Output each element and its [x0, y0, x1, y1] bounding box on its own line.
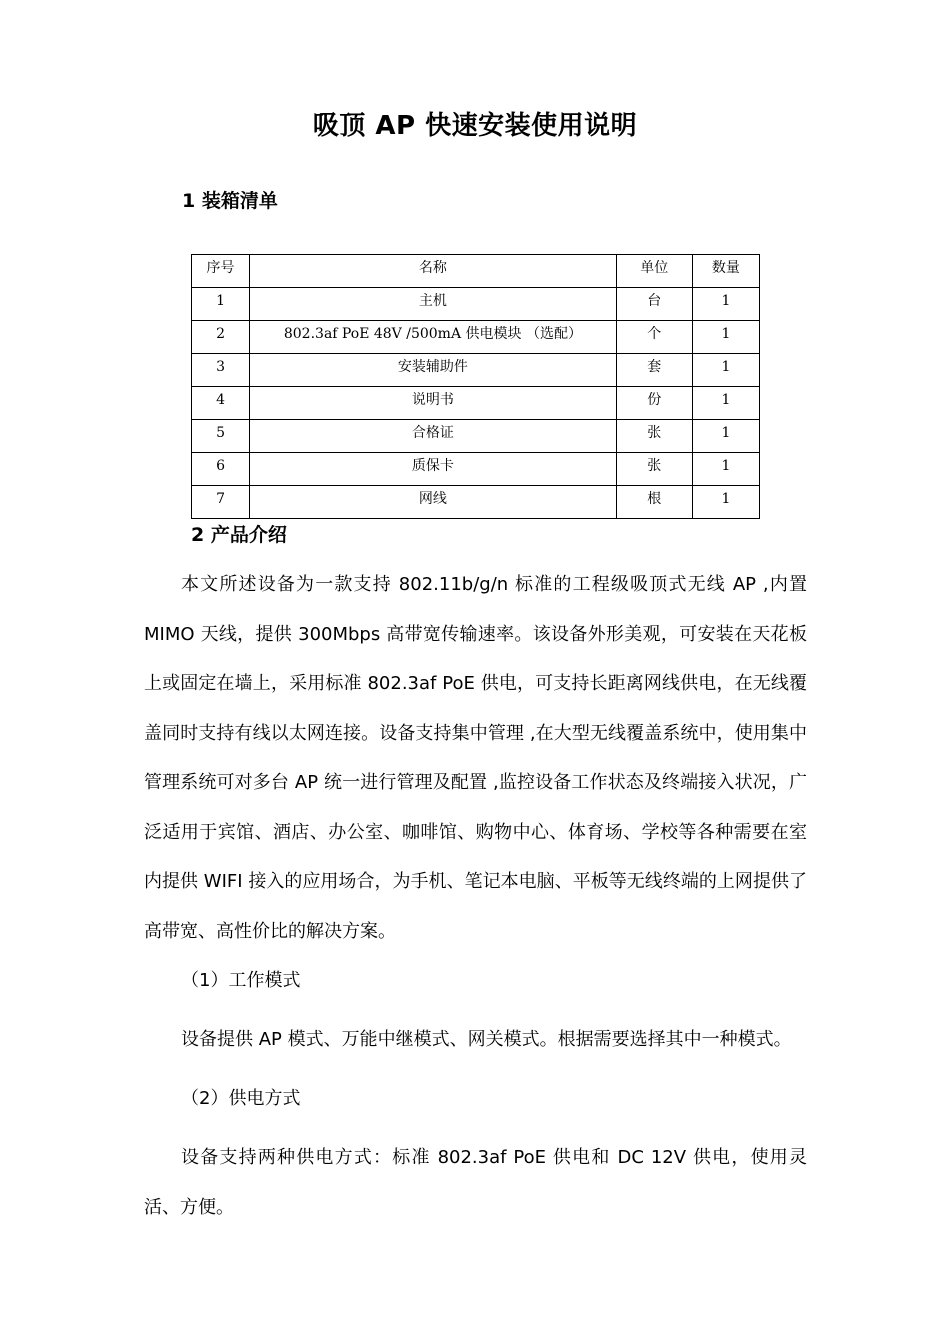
table-row: [192, 354, 760, 387]
subsection-title-power-supply: （2）供电方式: [181, 1088, 301, 1109]
cell-index: 7: [192, 486, 250, 519]
cell-index: 6: [192, 453, 250, 486]
cell-quantity: 1: [692, 288, 759, 321]
document-title: 吸顶 AP 快速安装使用说明: [312, 111, 638, 141]
cell-unit: 张: [616, 420, 692, 453]
cell-name: 网线: [250, 486, 617, 519]
cell-unit: 台: [616, 288, 692, 321]
cell-index: 2: [192, 321, 250, 354]
cell-unit: 套: [616, 354, 692, 387]
cell-quantity: 1: [692, 387, 759, 420]
cell-unit: 个: [616, 321, 692, 354]
table-row: [192, 486, 760, 519]
work-mode-paragraph: 设备提供 AP 模式、万能中继模式、网关模式。根据需要选择其中一种模式。: [181, 1029, 792, 1050]
column-header-index: 序号: [192, 255, 250, 288]
cell-name: 802.3af PoE 48V /500mA 供电模块 （选配）: [250, 321, 617, 354]
section-heading-product-intro: 2 产品介绍: [191, 524, 287, 546]
cell-name: 主机: [250, 288, 617, 321]
column-header-quantity: 数量: [692, 255, 759, 288]
cell-name: 合格证: [250, 420, 617, 453]
cell-index: 4: [192, 387, 250, 420]
cell-index: 3: [192, 354, 250, 387]
table-row: [192, 321, 760, 354]
cell-quantity: 1: [692, 486, 759, 519]
table-row: [192, 288, 760, 321]
cell-unit: 张: [616, 453, 692, 486]
cell-unit: 根: [616, 486, 692, 519]
cell-name: 安装辅助件: [250, 354, 617, 387]
product-intro-paragraph: 本文所述设备为一款支持 802.11b/g/n 标准的工程级吸顶式无线 AP ,内置 MIMO 天线，提供 300Mbps 高带宽传输速率。该设备外形美观，可安装在天花板上或固定在墙上，采用标准 802.3af PoE 供电，可支持长距离网线供电，在无线覆盖同时支持有线以太网连接。设备支持集中管理 ,在大型无线覆盖系统中，使用集中管理系统可对多台 AP 统一进行管理及配置 ,监控设备工作状态及终端接入状况，广泛适用于宾馆、酒店、办公室、咖啡馆、购物中心、体育场、学校等各种需要在室内提供 WIFI 接入的应用场合，为手机、笔记本电脑、平板等无线终端的上网提供了高带宽、高性价比的解决方案。: [144, 574, 807, 942]
table-header-row: [192, 255, 760, 288]
cell-name: 质保卡: [250, 453, 617, 486]
table-row: [192, 387, 760, 420]
cell-unit: 份: [616, 387, 692, 420]
cell-quantity: 1: [692, 453, 759, 486]
column-header-name: 名称: [250, 255, 617, 288]
cell-index: 1: [192, 288, 250, 321]
subsection-title-work-mode: （1）工作模式: [181, 970, 301, 991]
column-header-unit: 单位: [616, 255, 692, 288]
packing-list-table: [191, 254, 760, 519]
power-supply-paragraph: 设备支持两种供电方式：标准 802.3af PoE 供电和 DC 12V 供电，使用灵活、方便。: [144, 1147, 807, 1218]
cell-name: 说明书: [250, 387, 617, 420]
section-heading-packing-list: 1 装箱清单: [182, 190, 278, 212]
table-row: [192, 453, 760, 486]
table-row: [192, 420, 760, 453]
cell-quantity: 1: [692, 420, 759, 453]
cell-quantity: 1: [692, 321, 759, 354]
cell-index: 5: [192, 420, 250, 453]
cell-quantity: 1: [692, 354, 759, 387]
